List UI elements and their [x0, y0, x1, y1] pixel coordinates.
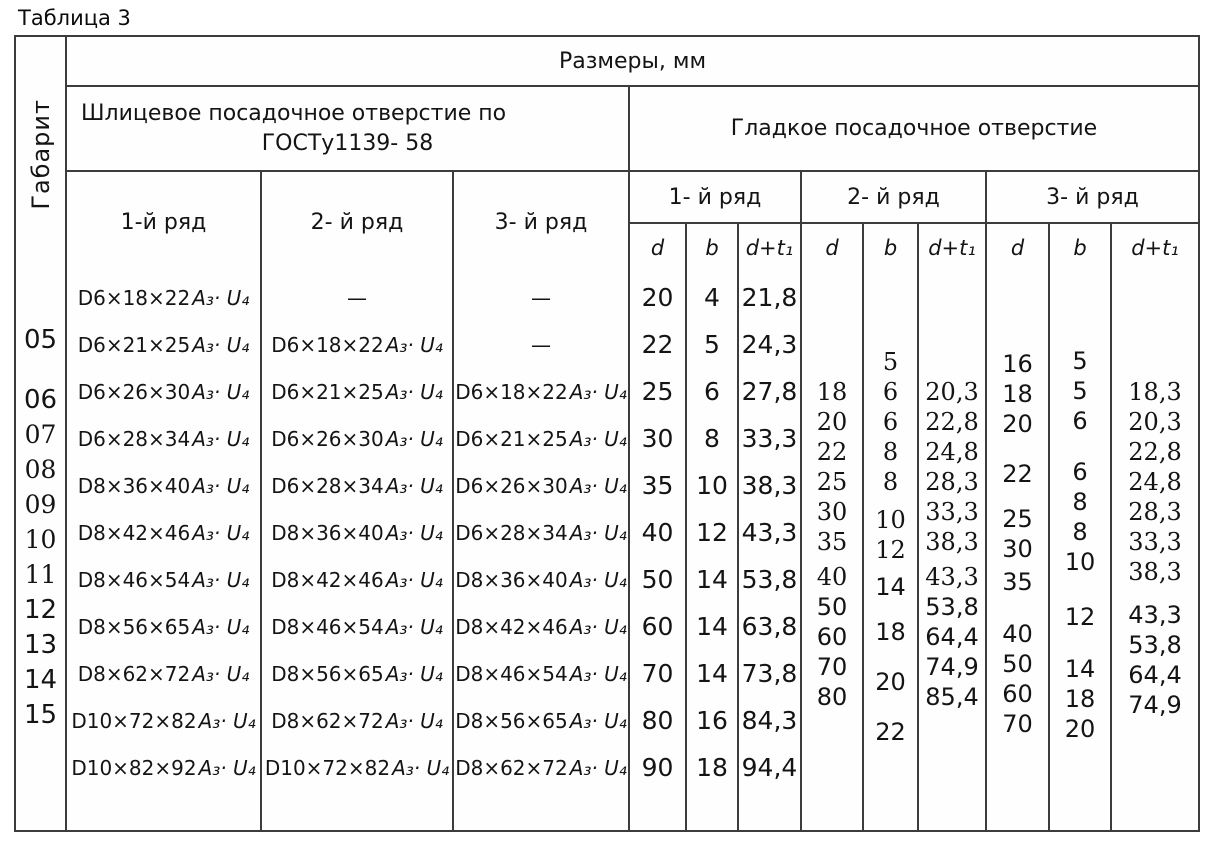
gabarit-header-cell: [16, 37, 65, 272]
d-label: d: [825, 236, 839, 260]
dt-value: 27,8: [741, 377, 798, 406]
col-header-b-2: [864, 224, 919, 272]
dt-value: 38,3: [925, 528, 979, 556]
spline-fit-class: A₃· U₄: [385, 426, 443, 451]
b-value: 12: [696, 518, 728, 547]
smooth3-b-values: [1050, 272, 1112, 830]
d-value: 70: [641, 659, 674, 688]
spline-fit-class: A₃· U₄: [192, 567, 250, 592]
d-value: 35: [816, 528, 848, 556]
b-value: 5: [882, 348, 899, 376]
b-value: 14: [696, 659, 728, 688]
smooth-column-labels: [630, 224, 1198, 272]
sizes-header-cell: [67, 37, 1198, 87]
dimensions-table: [14, 35, 1200, 832]
dt-value: 43,3: [741, 518, 798, 547]
smooth-row3-header: [987, 172, 1198, 224]
d-value: 35: [1002, 568, 1033, 596]
spline-designation: [455, 556, 627, 603]
b-value: 16: [696, 706, 728, 735]
b-value: 10: [696, 471, 728, 500]
sizes-header-label: Размеры, мм: [558, 48, 707, 74]
d-value: 70: [816, 653, 848, 681]
spline-size: D8×46×54: [77, 567, 191, 592]
spline-fit-class: A₃· U₄: [569, 661, 627, 686]
d-value: 50: [641, 565, 674, 594]
spline-designation: [271, 368, 443, 415]
smooth1-b-values: [687, 272, 739, 830]
spline-size: D8×36×40: [77, 473, 191, 498]
dt-value: 20,3: [1128, 408, 1182, 436]
spline-size: D8×56×65: [271, 661, 384, 686]
spline-size: D10×72×82: [264, 755, 391, 780]
spline-fit-class: A₃· U₄: [392, 755, 450, 780]
gabarit-value: 07: [24, 420, 57, 449]
b-value: 6: [1072, 407, 1088, 435]
spline-designation: [265, 744, 449, 791]
d-value: 22: [641, 330, 674, 359]
spline-fit-class: A₃· U₄: [569, 614, 627, 639]
section-headers-row: [67, 87, 1198, 172]
b-value: 6: [882, 378, 899, 406]
spline-fit-class: A₃· U₄: [569, 708, 627, 733]
d-value: 20: [816, 408, 848, 436]
smooth-section-header-cell: [630, 87, 1198, 172]
d-value: 22: [1002, 460, 1033, 488]
spline-fit-class: A₃· U₄: [385, 708, 443, 733]
b-value: 12: [875, 536, 906, 564]
spline-designation: —: [347, 285, 367, 310]
b-value: 14: [875, 573, 906, 601]
smooth-row2-header: [802, 172, 987, 224]
spline-section-title-line1: Шлицевое посадочное отверстие по: [81, 100, 507, 126]
smooth-row-labels: [630, 172, 1198, 224]
dt-value: 63,8: [741, 612, 798, 641]
col-header-d-3: [987, 224, 1050, 272]
spline-fit-class: A₃· U₄: [192, 520, 250, 545]
dt-value: 73,8: [741, 659, 798, 688]
spline-designation: [78, 556, 250, 603]
spline-size: D8×46×54: [271, 614, 384, 639]
spline-size: D6×28×34: [77, 426, 191, 451]
spline-fit-class: A₃· U₄: [192, 379, 250, 404]
dt-value: 21,8: [741, 283, 798, 312]
d-value: 16: [1002, 350, 1033, 378]
dt-value: 94,4: [741, 753, 798, 782]
spline-fit-class: A₃· U₄: [385, 379, 443, 404]
d-value: 40: [816, 563, 848, 591]
gabarit-value: 12: [23, 594, 58, 625]
gabarit-value: 15: [23, 699, 58, 730]
b-value: 18: [875, 618, 906, 646]
b-value: 6: [704, 377, 720, 406]
spline-size: D8×62×72: [455, 755, 568, 780]
spline-designation: [271, 321, 443, 368]
dt-label: d+t₁: [745, 236, 794, 260]
spline-designation: [271, 556, 443, 603]
dt-value: 20,3: [925, 378, 979, 406]
spline-designation: [71, 744, 255, 791]
b-value: 22: [875, 718, 906, 746]
spline-designation: [455, 650, 627, 697]
d-value: 80: [816, 683, 848, 711]
dt-value: 53,8: [1128, 631, 1182, 659]
d-value: 50: [1002, 650, 1033, 678]
b-value: 8: [1072, 518, 1088, 546]
spline-size: D6×18×22: [77, 285, 191, 310]
spline-designation: [271, 462, 443, 509]
spline-row1-values: [67, 272, 262, 830]
spline-designation: [78, 415, 250, 462]
spline-designation: [455, 368, 627, 415]
spline-designation: [78, 368, 250, 415]
spline-designation: [71, 697, 255, 744]
spline-designation: [271, 415, 443, 462]
spline-fit-class: A₃· U₄: [192, 661, 250, 686]
smooth3-d-values: [987, 272, 1050, 830]
spline-size: D8×46×54: [455, 661, 568, 686]
spline-designation: —: [531, 285, 551, 310]
spline-size: D6×18×22: [271, 332, 384, 357]
dt-value: 33,3: [1128, 528, 1182, 556]
dt-value: 53,8: [925, 593, 979, 621]
smooth-subheaders: [630, 172, 1198, 272]
spline-designation: [78, 321, 250, 368]
d-value: 20: [641, 283, 674, 312]
smooth-row1-header: [630, 172, 802, 224]
b-value: 14: [1064, 655, 1096, 683]
b-value: 8: [882, 438, 899, 466]
d-value: 25: [816, 468, 848, 496]
gabarit-value: 08: [24, 455, 57, 484]
gabarit-value: 14: [23, 664, 58, 695]
gabarit-value: 13: [23, 629, 58, 660]
spline-fit-class: A₃· U₄: [192, 473, 250, 498]
dt-value: 38,3: [741, 471, 798, 500]
spline-designation: —: [531, 332, 551, 357]
dt-value: 85,4: [925, 683, 979, 711]
b-value: 10: [875, 506, 906, 534]
spline-row1-header: [67, 172, 262, 272]
spline-row2-values: [262, 272, 454, 830]
b-value: 10: [1064, 548, 1096, 576]
spline-size: D8×56×65: [455, 708, 568, 733]
d-value: 30: [1002, 535, 1033, 563]
spline-designation: [78, 274, 250, 321]
b-value: 4: [704, 283, 720, 312]
gabarit-value: 09: [24, 490, 57, 519]
spline-size: D8×56×65: [77, 614, 191, 639]
spline-fit-class: A₃· U₄: [569, 520, 627, 545]
b-value: 6: [1072, 458, 1088, 486]
spline-fit-class: A₃· U₄: [198, 755, 256, 780]
dt-value: 64,4: [925, 623, 979, 651]
d-value: 18: [816, 378, 848, 406]
d-value: 22: [816, 438, 848, 466]
spline-fit-class: A₃· U₄: [385, 520, 443, 545]
spline-row3-label: 3- й ряд: [494, 209, 588, 235]
smooth1-d-values: [630, 272, 687, 830]
dt-value: 33,3: [925, 498, 979, 526]
smooth-row2-label: 2- й ряд: [847, 184, 940, 210]
page-title: Таблица 3: [18, 6, 131, 30]
spline-fit-class: A₃· U₄: [569, 755, 627, 780]
d-value: 60: [641, 612, 674, 641]
dt-value: 18,3: [1128, 378, 1182, 406]
b-value: 14: [696, 612, 728, 641]
spline-size: D10×72×82: [71, 708, 197, 733]
d-label: d: [1010, 236, 1025, 260]
spline-size: D6×21×25: [271, 379, 384, 404]
spline-designation: [455, 603, 627, 650]
col-header-d-2: [802, 224, 864, 272]
spline-size: D6×26×30: [271, 426, 384, 451]
smooth-row1-label: 1- й ряд: [668, 184, 762, 210]
d-value: 60: [816, 623, 848, 651]
gabarit-values-cell: [16, 272, 65, 830]
dt-value: 53,8: [741, 565, 798, 594]
spline-fit-class: A₃· U₄: [385, 661, 443, 686]
spline-size: D8×62×72: [271, 708, 384, 733]
d-value: 20: [1002, 410, 1033, 438]
col-header-d-1: [630, 224, 687, 272]
col-header-dt-3: [1112, 224, 1198, 272]
spline-size: D8×36×40: [455, 567, 568, 592]
smooth2-d-values: [802, 272, 864, 830]
spline-designation: [78, 603, 250, 650]
b-value: 5: [1072, 377, 1088, 405]
spline-fit-class: A₃· U₄: [385, 473, 443, 498]
spline-size: D6×28×34: [455, 520, 568, 545]
spline-designation: [271, 509, 443, 556]
spline-row2-label: 2- й ряд: [310, 209, 404, 235]
spline-fit-class: A₃· U₄: [569, 567, 627, 592]
dt-value: 43,3: [925, 563, 979, 591]
dt-value: 22,8: [925, 408, 979, 436]
spline-size: D6×26×30: [77, 379, 191, 404]
dt-value: 28,3: [925, 468, 979, 496]
col-header-dt-1: [739, 224, 802, 272]
spline-fit-class: A₃· U₄: [192, 614, 250, 639]
spline-size: D8×36×40: [271, 520, 384, 545]
d-value: 40: [1002, 620, 1033, 648]
spline-row1-label: 1-й ряд: [120, 209, 207, 235]
spline-fit-class: A₃· U₄: [569, 473, 627, 498]
d-value: 50: [816, 593, 848, 621]
spline-fit-class: A₃· U₄: [192, 285, 250, 310]
spline-fit-class: A₃· U₄: [192, 426, 250, 451]
spline-designation: [455, 744, 627, 791]
b-value: 8: [1072, 488, 1088, 516]
spline-fit-class: A₃· U₄: [385, 567, 443, 592]
b-value: 8: [704, 424, 720, 453]
d-value: 40: [641, 518, 674, 547]
spline-size: D6×28×34: [271, 473, 384, 498]
spline-designation: [455, 509, 627, 556]
spline-designation: [455, 415, 627, 462]
col-header-dt-2: [919, 224, 987, 272]
dt-label: d+t₁: [928, 236, 976, 260]
gabarit-header-label: Габарит: [26, 99, 55, 210]
spline-size: D6×21×25: [455, 426, 568, 451]
d-value: 18: [1002, 380, 1033, 408]
gabarit-value: 10: [24, 525, 57, 554]
spline-row3-header: [454, 172, 630, 272]
spline-designation: [455, 697, 627, 744]
spline-designation: [78, 650, 250, 697]
dt-value: 64,4: [1128, 661, 1182, 689]
gabarit-value: 05: [23, 324, 58, 355]
b-value: 18: [1064, 685, 1096, 713]
spline-designation: [78, 462, 250, 509]
spline-fit-class: A₃· U₄: [569, 426, 627, 451]
table-main-area: [67, 37, 1198, 830]
gabarit-value: 11: [24, 560, 57, 589]
spline-designation: [78, 509, 250, 556]
d-label: d: [650, 236, 665, 260]
d-value: 25: [641, 377, 674, 406]
spline-designation: [271, 697, 443, 744]
spline-size: D6×26×30: [455, 473, 568, 498]
spline-fit-class: A₃· U₄: [198, 708, 256, 733]
spline-size: D8×42×46: [77, 520, 191, 545]
dt-value: 28,3: [1128, 498, 1182, 526]
smooth-row3-label: 3- й ряд: [1046, 184, 1139, 210]
smooth3-dt-values: [1112, 272, 1198, 830]
gabarit-value: 06: [23, 384, 58, 415]
b-value: 12: [1064, 603, 1096, 631]
b-value: 5: [1072, 347, 1088, 375]
dt-value: 74,9: [1128, 691, 1182, 719]
spline-size: D6×18×22: [455, 379, 568, 404]
spline-section-header-cell: [67, 87, 630, 172]
dt-value: 22,8: [1128, 438, 1182, 466]
dt-value: 24,8: [1128, 468, 1182, 496]
row-group-headers: [67, 172, 1198, 272]
spline-row2-header: [262, 172, 454, 272]
d-value: 90: [641, 753, 674, 782]
smooth2-dt-values: [919, 272, 987, 830]
dt-value: 24,8: [925, 438, 979, 466]
b-value: 6: [882, 408, 899, 436]
b-value: 14: [696, 565, 728, 594]
d-value: 80: [641, 706, 674, 735]
spline-section-title-line2: ГОСТу1139- 58: [261, 130, 434, 156]
dt-label: d+t₁: [1131, 236, 1179, 260]
spline-size: D8×62×72: [77, 661, 191, 686]
dt-value: 33,3: [741, 424, 798, 453]
smooth-section-title: Гладкое посадочное отверстие: [730, 116, 1098, 141]
spline-fit-class: A₃· U₄: [385, 332, 443, 357]
dt-value: 24,3: [741, 330, 798, 359]
spline-fit-class: A₃· U₄: [192, 332, 250, 357]
d-value: 25: [1002, 505, 1033, 533]
dt-value: 74,9: [925, 653, 979, 681]
b-value: 8: [882, 468, 899, 496]
spline-fit-class: A₃· U₄: [385, 614, 443, 639]
dt-value: 84,3: [741, 706, 798, 735]
gabarit-column: [16, 37, 67, 830]
d-value: 30: [641, 424, 674, 453]
spline-size: D10×82×92: [71, 755, 197, 780]
d-value: 30: [816, 498, 848, 526]
spline-designation: [271, 603, 443, 650]
b-value: 20: [1064, 715, 1096, 743]
spline-size: D8×42×46: [455, 614, 568, 639]
spline-size: D8×42×46: [271, 567, 384, 592]
spline-row3-values: [454, 272, 630, 830]
spline-size: D6×21×25: [77, 332, 191, 357]
d-value: 60: [1002, 680, 1033, 708]
col-header-b-3: [1050, 224, 1112, 272]
spline-designation: [455, 462, 627, 509]
b-label: b: [883, 236, 898, 260]
smooth1-dt-values: [739, 272, 802, 830]
col-header-b-1: [687, 224, 739, 272]
spline-fit-class: A₃· U₄: [569, 379, 627, 404]
b-label: b: [705, 236, 719, 260]
table-body: [67, 272, 1198, 830]
b-value: 18: [696, 753, 728, 782]
spline-designation: [271, 650, 443, 697]
d-value: 70: [1002, 710, 1033, 738]
dt-value: 43,3: [1128, 601, 1182, 629]
dt-value: 38,3: [1128, 558, 1182, 586]
b-value: 5: [704, 330, 720, 359]
smooth2-b-values: [864, 272, 919, 830]
b-value: 20: [875, 668, 906, 696]
b-label: b: [1073, 236, 1087, 260]
d-value: 35: [641, 471, 674, 500]
